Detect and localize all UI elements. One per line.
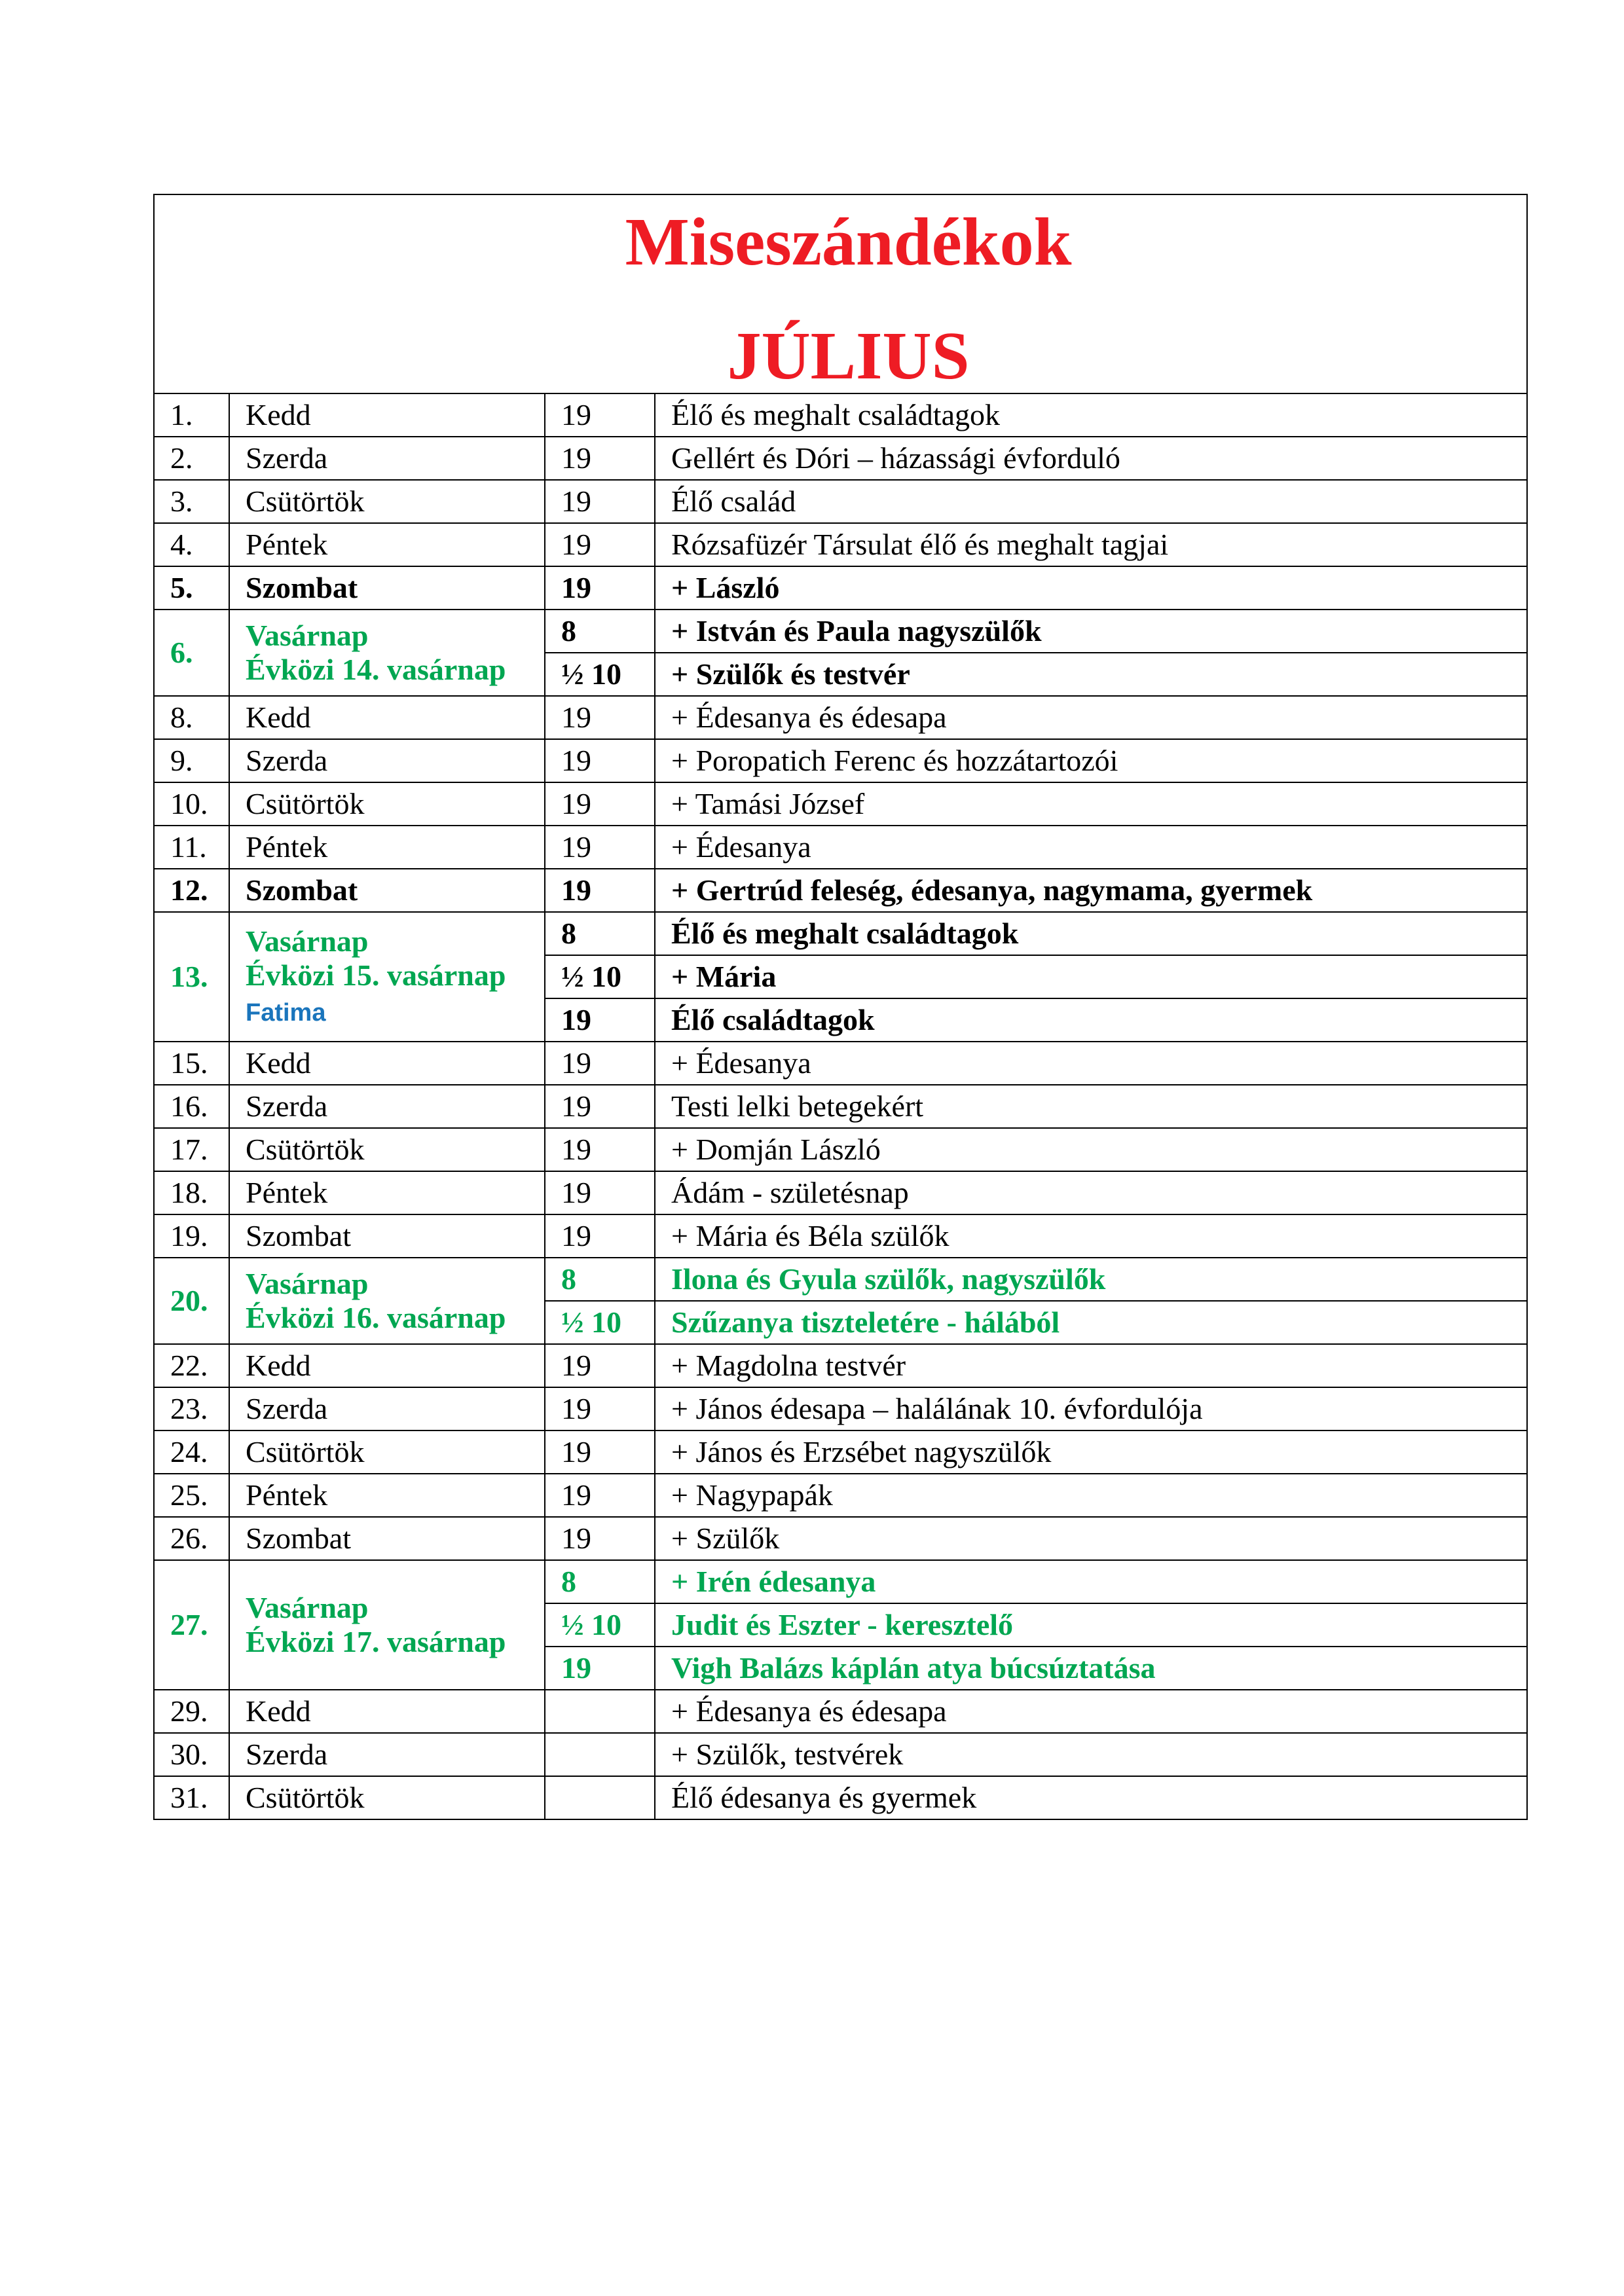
weekday-cell: Péntek [229,826,545,869]
date-cell: 22. [154,1344,229,1387]
intention-cell: + Gertrúd feleség, édesanya, nagymama, gyermek [655,869,1527,912]
table-row [154,782,1527,826]
time-cell: ½ 10 [545,955,655,998]
time-cell: 19 [545,1214,655,1258]
intention-cell: + Mária és Béla szülők [655,1214,1527,1258]
intention-cell: + János édesapa – halálának 10. évfordulója [655,1387,1527,1430]
time-cell: 19 [545,1042,655,1085]
intention-cell: + Szülők, testvérek [655,1733,1527,1776]
weekday-cell: Csütörtök [229,1430,545,1474]
table-row [154,826,1527,869]
weekday-cell: Szombat [229,566,545,610]
intention-cell: + Poropatich Ferenc és hozzátartozói [655,739,1527,782]
time-cell: 19 [545,393,655,437]
date-cell: 16. [154,1085,229,1128]
time-cell: 19 [545,1647,655,1690]
weekday-cell: Szerda [229,1085,545,1128]
date-cell: 31. [154,1776,229,1819]
date-cell: 19. [154,1214,229,1258]
time-cell: 19 [545,1344,655,1387]
table-row [154,1560,1527,1603]
weekday-cell: Csütörtök [229,782,545,826]
time-cell: 19 [545,998,655,1042]
intention-cell: + Irén édesanya [655,1560,1527,1603]
intention-cell: Élő és meghalt családtagok [655,393,1527,437]
date-cell: 9. [154,739,229,782]
time-cell: 19 [545,480,655,523]
weekday-cell: Kedd [229,393,545,437]
time-cell [545,1776,655,1819]
weekday-label: Vasárnap [246,619,369,652]
date-cell: 5. [154,566,229,610]
intention-cell: + Domján László [655,1128,1527,1171]
weekday-cell: Kedd [229,1042,545,1085]
table-row [154,610,1527,653]
table-row [154,1344,1527,1387]
date-cell: 1. [154,393,229,437]
date-cell: 20. [154,1258,229,1344]
intention-cell: + János és Erzsébet nagyszülők [655,1430,1527,1474]
table-row [154,739,1527,782]
time-cell: 19 [545,782,655,826]
weekday-cell [229,912,545,1042]
weekday-cell: Kedd [229,696,545,739]
intention-cell: + Nagypapák [655,1474,1527,1517]
table-row [154,1690,1527,1733]
intention-cell: + István és Paula nagyszülők [655,610,1527,653]
intention-cell: Élő és meghalt családtagok [655,912,1527,955]
intention-cell: + Édesanya [655,1042,1527,1085]
date-cell: 13. [154,912,229,1042]
time-cell: 19 [545,566,655,610]
time-cell: 19 [545,826,655,869]
date-cell: 26. [154,1517,229,1560]
date-cell: 23. [154,1387,229,1430]
weekday-cell: Szerda [229,1387,545,1430]
header-cell [154,194,1527,393]
table-row [154,1214,1527,1258]
intention-cell: Rózsafüzér Társulat élő és meghalt tagjai [655,523,1527,566]
weekday-cell: Péntek [229,523,545,566]
time-cell: ½ 10 [545,1301,655,1344]
weekday-cell [229,610,545,696]
weekday-label: Vasárnap [246,1267,369,1300]
time-cell [545,1690,655,1733]
header-row [154,194,1527,393]
date-cell: 27. [154,1560,229,1690]
table-row [154,1474,1527,1517]
sunday-label: Évközi 14. vasárnap [246,653,506,686]
intention-cell: + Mária [655,955,1527,998]
time-cell: 19 [545,1128,655,1171]
time-cell: 19 [545,1474,655,1517]
intention-cell: Élő család [655,480,1527,523]
weekday-cell: Szombat [229,869,545,912]
intention-cell: Élő édesanya és gyermek [655,1776,1527,1819]
weekday-cell: Péntek [229,1171,545,1214]
date-cell: 18. [154,1171,229,1214]
weekday-cell: Csütörtök [229,1776,545,1819]
time-cell: 19 [545,523,655,566]
date-cell: 2. [154,437,229,480]
sunday-label: Évközi 15. vasárnap [246,958,506,992]
time-cell: 19 [545,696,655,739]
weekday-cell: Péntek [229,1474,545,1517]
weekday-cell: Szerda [229,437,545,480]
mass-intentions-table [153,194,1528,1820]
sunday-label: Évközi 17. vasárnap [246,1625,506,1658]
weekday-cell: Csütörtök [229,480,545,523]
table-row [154,1776,1527,1819]
time-cell: 19 [545,437,655,480]
table-row [154,566,1527,610]
date-cell: 3. [154,480,229,523]
table-row [154,1258,1527,1301]
intention-cell: Judit és Eszter - keresztelő [655,1603,1527,1647]
page-title: Miseszándékok [625,204,1072,280]
table-row [154,1387,1527,1430]
intention-cell: + Édesanya és édesapa [655,696,1527,739]
date-cell: 10. [154,782,229,826]
weekday-cell: Szombat [229,1517,545,1560]
time-cell: 19 [545,1171,655,1214]
time-cell: 8 [545,912,655,955]
intention-cell: Ilona és Gyula szülők, nagyszülők [655,1258,1527,1301]
table-row [154,523,1527,566]
time-cell: ½ 10 [545,1603,655,1647]
time-cell: 8 [545,1258,655,1301]
time-cell [545,1733,655,1776]
table-row [154,1128,1527,1171]
weekday-label: Vasárnap [246,1591,369,1624]
mass-intentions-sheet [153,194,1526,1820]
date-cell: 8. [154,696,229,739]
intention-cell: Vigh Balázs káplán atya búcsúztatása [655,1647,1527,1690]
date-cell: 6. [154,610,229,696]
table-row [154,1085,1527,1128]
intention-cell: + Magdolna testvér [655,1344,1527,1387]
weekday-cell [229,1560,545,1690]
intention-cell: Testi lelki betegekért [655,1085,1527,1128]
intention-cell: Gellért és Dóri – házassági évforduló [655,437,1527,480]
table-row [154,912,1527,955]
time-cell: 19 [545,1085,655,1128]
table-row [154,696,1527,739]
intention-cell: + Édesanya és édesapa [655,1690,1527,1733]
date-cell: 25. [154,1474,229,1517]
weekday-cell: Csütörtök [229,1128,545,1171]
sunday-label: Évközi 16. vasárnap [246,1301,506,1334]
time-cell: 19 [545,739,655,782]
table-row [154,1042,1527,1085]
time-cell: 19 [545,1430,655,1474]
intention-cell: + Szülők [655,1517,1527,1560]
table-row [154,1517,1527,1560]
time-cell: 19 [545,1517,655,1560]
weekday-cell: Szerda [229,1733,545,1776]
intention-cell: Szűzanya tiszteletére - hálából [655,1301,1527,1344]
date-cell: 24. [154,1430,229,1474]
table-row [154,1733,1527,1776]
intention-cell: + Tamási József [655,782,1527,826]
table-row [154,1430,1527,1474]
table-row [154,869,1527,912]
weekday-cell: Kedd [229,1344,545,1387]
table-row [154,437,1527,480]
weekday-cell [229,1258,545,1344]
time-cell: 8 [545,610,655,653]
weekday-cell: Szombat [229,1214,545,1258]
date-cell: 4. [154,523,229,566]
date-cell: 15. [154,1042,229,1085]
intention-cell: Élő családtagok [655,998,1527,1042]
table-row [154,393,1527,437]
date-cell: 12. [154,869,229,912]
intention-cell: Ádám - születésnap [655,1171,1527,1214]
weekday-label: Vasárnap [246,924,369,958]
time-cell: 19 [545,869,655,912]
table-row [154,480,1527,523]
time-cell: 8 [545,1560,655,1603]
intention-cell: + Édesanya [655,826,1527,869]
date-cell: 29. [154,1690,229,1733]
weekday-cell: Kedd [229,1690,545,1733]
intention-cell: + Szülők és testvér [655,653,1527,696]
fatima-note: Fatima [246,999,326,1027]
date-cell: 11. [154,826,229,869]
date-cell: 17. [154,1128,229,1171]
time-cell: ½ 10 [545,653,655,696]
date-cell: 30. [154,1733,229,1776]
month-title: JÚLIUS [727,318,970,393]
intention-cell: + László [655,566,1527,610]
weekday-cell: Szerda [229,739,545,782]
time-cell: 19 [545,1387,655,1430]
table-row [154,1171,1527,1214]
